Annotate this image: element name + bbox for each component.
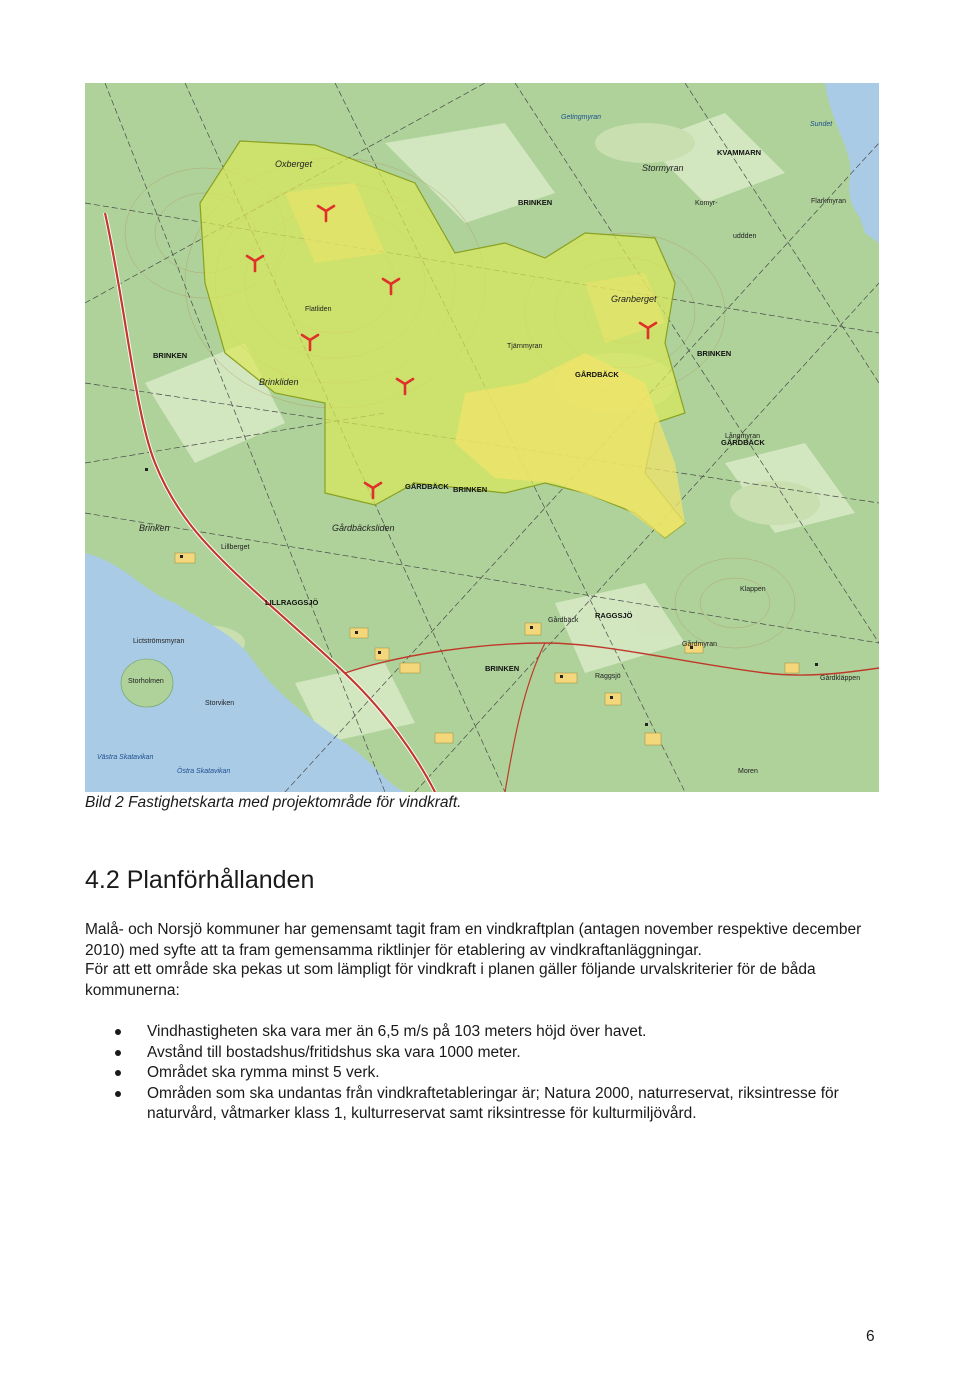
map-label: BRINKEN	[453, 485, 488, 494]
list-item	[85, 1084, 885, 1125]
map-label: uddden	[733, 233, 757, 240]
map-label: BRINKEN	[485, 664, 520, 673]
map-label: Östra Skatavikan	[177, 768, 231, 775]
map-label: Långmyran	[725, 433, 761, 440]
map-label: Klappen	[740, 586, 766, 593]
criteria-text: Områden som ska undantas från vindkraftetableringar är; Natura 2000, naturreservat, riksintresse för naturvård, våtmarker klass 1, kulturreservat samt riksintresse för kulturmiljövård.	[147, 1084, 839, 1122]
list-item	[85, 1043, 885, 1064]
map-label: GÅRDBÄCK	[575, 370, 619, 379]
list-item	[85, 1022, 885, 1043]
map-label: Flarkmyran	[811, 198, 847, 205]
bullet-icon	[115, 1029, 121, 1035]
map-label: Raggsjö	[595, 673, 621, 680]
page-number: 6	[866, 1328, 875, 1345]
map-label: GÅRDBÄCK	[405, 482, 449, 491]
map-label: Storviken	[205, 700, 235, 707]
map-label: Gårdbäcksliden	[332, 523, 395, 533]
map-label: Getingmyran	[561, 114, 602, 121]
figure-caption: Bild 2 Fastighetskarta med projektområde för vindkraft.	[85, 794, 462, 811]
criteria-list	[85, 1022, 885, 1125]
map-label: Lillberget	[221, 544, 250, 551]
map-label: RAGGSJÖ	[595, 611, 633, 620]
criteria-text: Avstånd till bostadshus/fritidshus ska vara 1000 meter.	[147, 1043, 521, 1061]
map-label: Stormyran	[642, 163, 684, 173]
map-label: Flatliden	[305, 306, 332, 313]
map-label: LILLRAGGSJÖ	[265, 598, 319, 607]
map-label: Gårdmyran	[682, 641, 718, 648]
bullet-icon	[115, 1091, 121, 1097]
paragraph-intro: Malå- och Norsjö kommuner har gemensamt tagit fram en vindkraftplan (antagen november respektive december 2010) med syfte att ta fram gemensamma riktlinjer för etablering av vindkraftanläggningar.	[85, 921, 862, 959]
map-label: Granberget	[611, 294, 657, 304]
map-label: BRINKEN	[153, 351, 188, 360]
list-item	[85, 1063, 885, 1084]
section-heading: 4.2 Planförhållanden	[85, 866, 315, 894]
map-label: GÅRDBÄCK	[721, 438, 765, 447]
map-label: Brinken	[139, 523, 170, 533]
property-map	[85, 83, 879, 792]
map-label: BRINKEN	[518, 198, 553, 207]
map-label: Tjärnmyran	[507, 343, 543, 350]
paragraph-criteria-intro: För att ett område ska pekas ut som lämpligt för vindkraft i planen gäller följande urvalskriterier för de båda kommunerna:	[85, 961, 816, 999]
bullet-icon	[115, 1070, 121, 1076]
map-label: KVAMMARN	[717, 148, 762, 157]
map-label: Gårdbäck	[548, 617, 579, 624]
map-label: Moren	[738, 768, 758, 775]
criteria-text: Området ska rymma minst 5 verk.	[147, 1064, 380, 1081]
map-label: Lictströmsmyran	[133, 638, 185, 645]
map-label: Sundet	[810, 121, 833, 128]
map-label: Oxberget	[275, 159, 313, 169]
map-label: Brinkliden	[259, 377, 299, 387]
criteria-text: Vindhastigheten ska vara mer än 6,5 m/s på 103 meters höjd över havet.	[147, 1023, 647, 1040]
map-label: BRINKEN	[697, 349, 732, 358]
map-label: Västra Skatavikan	[97, 754, 154, 761]
bullet-icon	[115, 1050, 121, 1056]
map-label: Storholmen	[128, 678, 164, 685]
map-label: Gårdkläppen	[820, 675, 861, 682]
map-label: Komyr-	[695, 200, 718, 207]
